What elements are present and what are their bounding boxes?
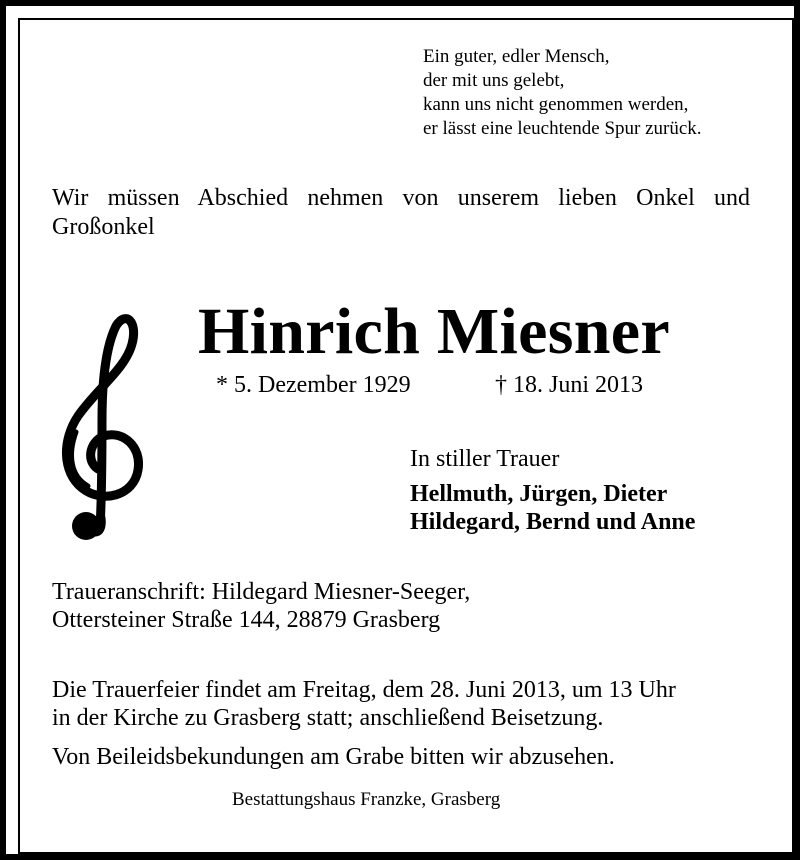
funeral-home: Bestattungshaus Franzke, Grasberg — [232, 789, 501, 810]
funeral-service-info — [52, 676, 676, 732]
birth-date: * 5. Dezember 1929 — [216, 372, 411, 398]
farewell-intro: Wir müssen Abschied nehmen von unserem lieben Onkel und Großonkel — [52, 185, 750, 240]
service-line: Die Trauerfeier findet am Freitag, dem 28. Juni 2013, um 13 Uhr — [52, 677, 676, 703]
address-line: Ottersteiner Straße 144, 28879 Grasberg — [52, 607, 441, 633]
mourning-address — [52, 578, 470, 634]
service-line: in der Kirche zu Grasberg statt; anschließend Beisetzung. — [52, 705, 604, 731]
mourning-label: In stiller Trauer — [410, 446, 560, 472]
mourner-line: Hildegard, Bernd und Anne — [410, 509, 696, 535]
death-date: † 18. Juni 2013 — [495, 372, 644, 398]
poem-line: Ein guter, edler Mensch, — [423, 46, 610, 67]
mourner-names — [410, 480, 695, 536]
poem-line: kann uns nicht genommen werden, — [423, 94, 689, 115]
treble-clef-icon — [56, 312, 146, 552]
condolence-note: Von Beileidsbekundungen am Grabe bitten wir abzusehen. — [52, 744, 615, 770]
poem-line: der mit uns gelebt, — [423, 70, 565, 91]
address-line: Traueranschrift: Hildegard Miesner-Seeger, — [52, 579, 471, 605]
deceased-name: Hinrich Miesner — [198, 295, 670, 368]
memorial-poem — [423, 45, 702, 141]
mourner-line: Hellmuth, Jürgen, Dieter — [410, 481, 668, 507]
poem-line: er lässt eine leuchtende Spur zurück. — [423, 118, 702, 139]
